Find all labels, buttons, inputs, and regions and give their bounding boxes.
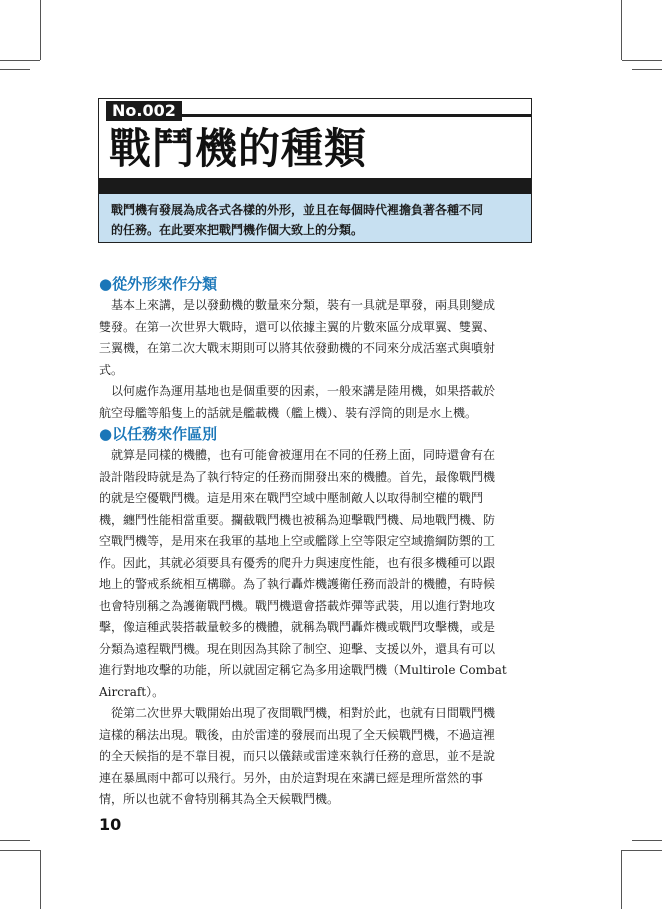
paragraph-line: 連在暴風雨中都可以飛行。另外，由於這對現在來講已經是理所當然的事: [99, 770, 484, 785]
paragraph-line: 的就是空優戰鬥機。這是用來在戰鬥空域中壓制敵人以取得制空權的戰鬥: [99, 491, 484, 505]
crop-mark: [0, 850, 40, 851]
number-tag-rule: [172, 114, 531, 117]
paragraph-line: 基本上來講，是以發動機的數量來分類，裝有一具就是單發，兩具則變成: [99, 298, 496, 312]
page-title: 戰鬥機的種類: [109, 124, 368, 173]
crop-mark: [621, 0, 622, 60]
summary-line: 的任務。在此要來把戰鬥機作個大致上的分類。: [111, 223, 364, 237]
section-body-shape: [99, 295, 539, 424]
crop-mark: [0, 69, 30, 70]
summary-line: 戰鬥機有發展為成各式各樣的外形，並且在每個時代裡擔負著各種不同: [111, 203, 484, 217]
section-heading-role: ●以任務來作區別: [99, 425, 218, 443]
page-number: 10: [99, 815, 122, 834]
paragraph-line: 機，纏鬥性能相當重要。攔截戰鬥機也被稱為迎擊戰鬥機、局地戰鬥機、防: [99, 512, 496, 527]
paragraph-line: 航空母艦等船隻上的話就是艦載機（艦上機）、裝有浮筒的則是水上機。: [99, 405, 478, 420]
paragraph-line: 進行對地攻擊的功能，所以就固定稱它為多用途戰鬥機（Multirole Combat: [99, 663, 507, 677]
paragraph-line: 就算是同樣的機體，也有可能會被運用在不同的任務上面，同時還會有在: [99, 448, 496, 462]
paragraph-line: 雙發。在第一次世界大戰時，還可以依據主翼的片數來區分成單翼、雙翼、: [99, 319, 496, 334]
paragraph-line: 擊，像這種武裝搭載量較多的機體，就稱為戰鬥轟炸機或戰鬥攻擊機，或是: [99, 620, 496, 634]
paragraph-line: 情，所以也就不會特別稱其為全天候戰鬥機。: [99, 792, 340, 806]
paragraph-line: Aircraft）。: [99, 684, 165, 699]
crop-mark: [40, 850, 41, 909]
paragraph-line: 以何處作為運用基地也是個重要的因素，一般來講是陸用機，如果搭載於: [99, 384, 496, 398]
crop-mark: [40, 0, 41, 60]
crop-mark: [621, 850, 622, 909]
paragraph-line: 作。因此，其就必須要具有優秀的爬升力與速度性能，也有很多機種可以跟: [99, 555, 496, 570]
crop-mark: [632, 840, 662, 841]
paragraph-line: 地上的警戒系統相互構聯。為了執行轟炸機護衛任務而設計的機體，有時候: [99, 577, 496, 591]
paragraph-line: 也會特別稱之為護衛戰鬥機。戰鬥機還會搭載炸彈等武裝，用以進行對地攻: [99, 598, 496, 613]
paragraph-line: 從第二次世界大戰開始出現了夜間戰鬥機，相對於此，也就有日間戰鬥機: [99, 706, 496, 720]
section-heading-shape: ●從外形來作分類: [99, 275, 218, 293]
paragraph-line: 的全天候指的是不靠目視，而只以儀錶或雷達來執行任務的意思，並不是說: [99, 749, 496, 763]
crop-mark: [0, 60, 40, 61]
crop-mark: [0, 840, 30, 841]
paragraph-line: 設計階段時就是為了執行特定的任務而開發出來的機體。首先，最像戰鬥機: [99, 469, 496, 484]
summary-box: [99, 194, 531, 242]
section-body-role: [99, 445, 539, 811]
crop-mark: [632, 69, 662, 70]
title-underline-bar: [99, 178, 531, 194]
crop-mark: [622, 850, 662, 851]
entry-number-tag: No.002: [106, 101, 182, 121]
paragraph-line: 空戰鬥機等，是用來在我軍的基地上空或艦隊上空等限定空域擔綱防禦的工: [99, 534, 496, 548]
paragraph-line: 這樣的稱法出現。戰後，由於雷達的發展而出現了全天候戰鬥機，不過這裡: [99, 727, 496, 742]
paragraph-line: 三翼機，在第二次大戰末期則可以將其依發動機的不同來分成活塞式與噴射: [99, 341, 496, 355]
paragraph-line: 式。: [99, 362, 124, 377]
crop-mark: [622, 60, 662, 61]
paragraph-line: 分類為遠程戰鬥機。現在則因為其除了制空、迎擊、支援以外，還具有可以: [99, 641, 496, 656]
